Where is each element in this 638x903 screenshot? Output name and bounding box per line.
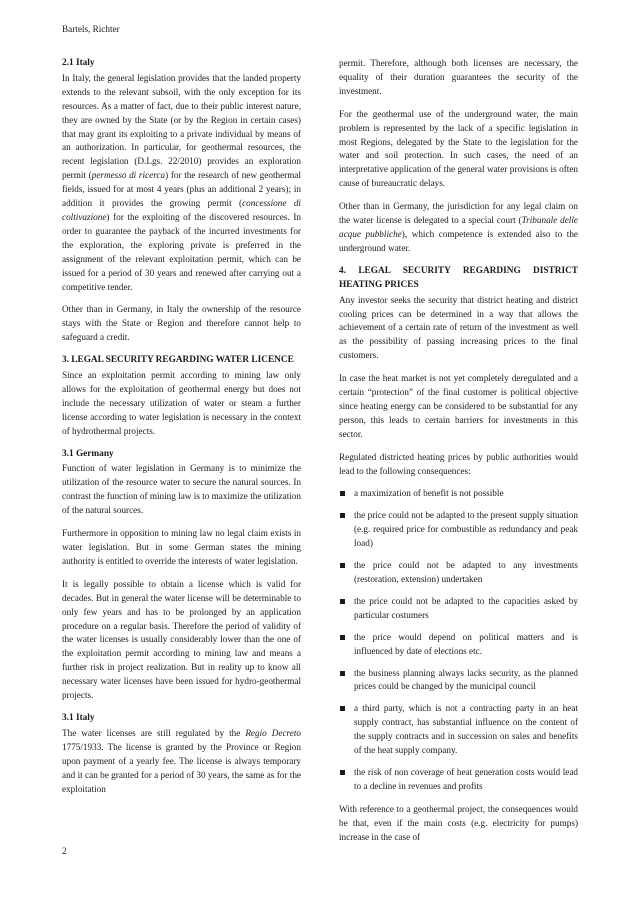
paragraph-jurisdiction: Other than in Germany, the jurisdiction for any legal claim on the water license is delegated to a special court (Tribunale delle acque pubbliche), which competence is extended also to the underground water. (339, 201, 579, 253)
list-item: a maximization of benefit is not possible (339, 487, 578, 501)
section-heading-3-1-italy: 3.1 Italy (62, 712, 95, 723)
paragraph-heat-market: In case the heat market is not yet completely deregulated and a certain “protection” of the final customer is political objective since heating energy can be considered to be substantial for any person, this leads to certain barriers for investments in this sector. (339, 373, 578, 439)
page-number: 2 (62, 847, 67, 857)
paragraph-investor-security: Any investor seeks the security that district heating and district cooling prices can be determined in a way that allows the achievement of a certain rate of return of the investment as well as the possibility of passing increasing prices to the final customers. (339, 294, 578, 361)
paragraph-italy-water-licenses: The water licenses are still regulated by the Regio Decreto 1775/1933. The license is granted by the Province or Region upon payment of a yearly fee. The license is always temporary and it can be granted for a period of 30 years, the same as for the exploitation (62, 727, 301, 794)
list-item: a third party, which is not a contracting party in an heat supply contract, has substantial influence on the content of the supply contracts and in succession on sales and benefits of the heat supply company. (339, 702, 578, 758)
section-heading-4-district-heating: 4. LEGAL SECURITY REGARDING DISTRICT HEATING PRICES (339, 265, 578, 290)
section-heading-3-water-licence: 3. LEGAL SECURITY REGARDING WATER LICENCE (62, 355, 294, 366)
paragraph-italy-ownership: Other than in Germany, in Italy the ownership of the resource stays with the State or Region and therefore cannot help to safeguard a credit. (62, 304, 301, 343)
paragraph-germany-function: Function of water legislation in Germany is to minimize the utilization of the resource water to secure the natural sources. In contrast the function of mining law is to maximize the utilization of the natural sources. (62, 463, 301, 516)
right-column (339, 57, 578, 845)
list-item: the price could not be adapted to any investments (restoration, extension) undertaken (339, 559, 578, 587)
paragraph-permit-equality: permit. Therefore, although both licenses are necessary, the equality of their duration guarantees the security of the investment. (339, 58, 578, 96)
left-column (62, 57, 301, 796)
section-heading-2-1-italy: 2.1 Italy (62, 58, 95, 68)
paragraph-underground-water: For the geothermal use of the underground water, the main problem is represented by the lack of a specific legislation in most Regions, delegated by the State to the legislation for the water and soil protection. In such cases, the need of an interpretative application of the general water provisions is often cause of bureaucratic delays. (339, 108, 578, 189)
paragraph-regulated-prices: Regulated districted heating prices by public authorities would lead to the following consequences: (339, 451, 578, 476)
list-item: the risk of non coverage of heat generation costs would lead to a decline in revenues and profits (339, 766, 578, 794)
running-head-authors: Bartels, Richter (62, 24, 120, 34)
list-item: the price would depend on political matters and is influenced by date of elections etc. (339, 631, 578, 659)
list-item: the price could not be adapted to the present supply situation (e.g. required price for combustible as redundancy and peak load) (339, 509, 578, 551)
list-item: the business planning always lacks security, as the planned prices could be changed by the municipal council (339, 667, 578, 695)
section-heading-3-1-germany: 3.1 Germany (62, 448, 114, 459)
paragraph-italy-legislation: In Italy, the general legislation provides that the landed property extends to the relevant subsoil, with the only exception for its resources. As a matter of fact, due to their public interest nature, they are owned by the State (or by the Region in certain cases) that may grant its exploiting to a private individual by means of an authorization. In particular, for geothermal resources, the recent legislation (D.Lgs. 22/2010) provides an exploration permit (permesso di ricerca) for the research of new geothermal fields, issued for at most 4 years (plus an additional 2 years); in addition it provides the growing permit (concessione di coltivazione) for the exploiting of the discovered resources. In order to guarantee the payback of the incurred investments for the exploration, the exploring private is preferred in the assignment of the relevant exploitation permit, which can be issued for a period of 30 years and renewed after carrying out a competitive tender. (62, 72, 302, 292)
paragraph-geothermal-consequences: With reference to a geothermal project, the consequences would be that, even if the main costs (e.g. electricity for pumps) increase in the case of (339, 803, 578, 842)
paragraph-germany-validity: It is legally possible to obtain a license which is valid for decades. But in general the water license will be determinable to only few years and has to be prolonged by an application procedure on a regular basis. Therefore the period of validity of the water licenses is usually considerably lower than the one of the exploitation permit according to mining law and means a further risk in project realization. But in reality up to know all necessary water licenses have been issued for hydro-geothermal projects. (62, 578, 301, 701)
list-item: the price could not be adapted to the capacities asked by particular costumers (339, 595, 578, 623)
consequences-list (339, 487, 578, 793)
paragraph-water-licence-intro: Since an exploitation permit according to mining law only allows for the exploitation of geothermal energy but does not include the necessary utilization of water or steam a further license according to water legislation is necessary in the context of hydrothermal projects. (62, 370, 301, 436)
paragraph-germany-legal-claim: Furthermore in opposition to mining law no legal claim exists in water legislation. But in some German states the mining authority is entitled to override the interests of water legislation. (62, 528, 301, 566)
